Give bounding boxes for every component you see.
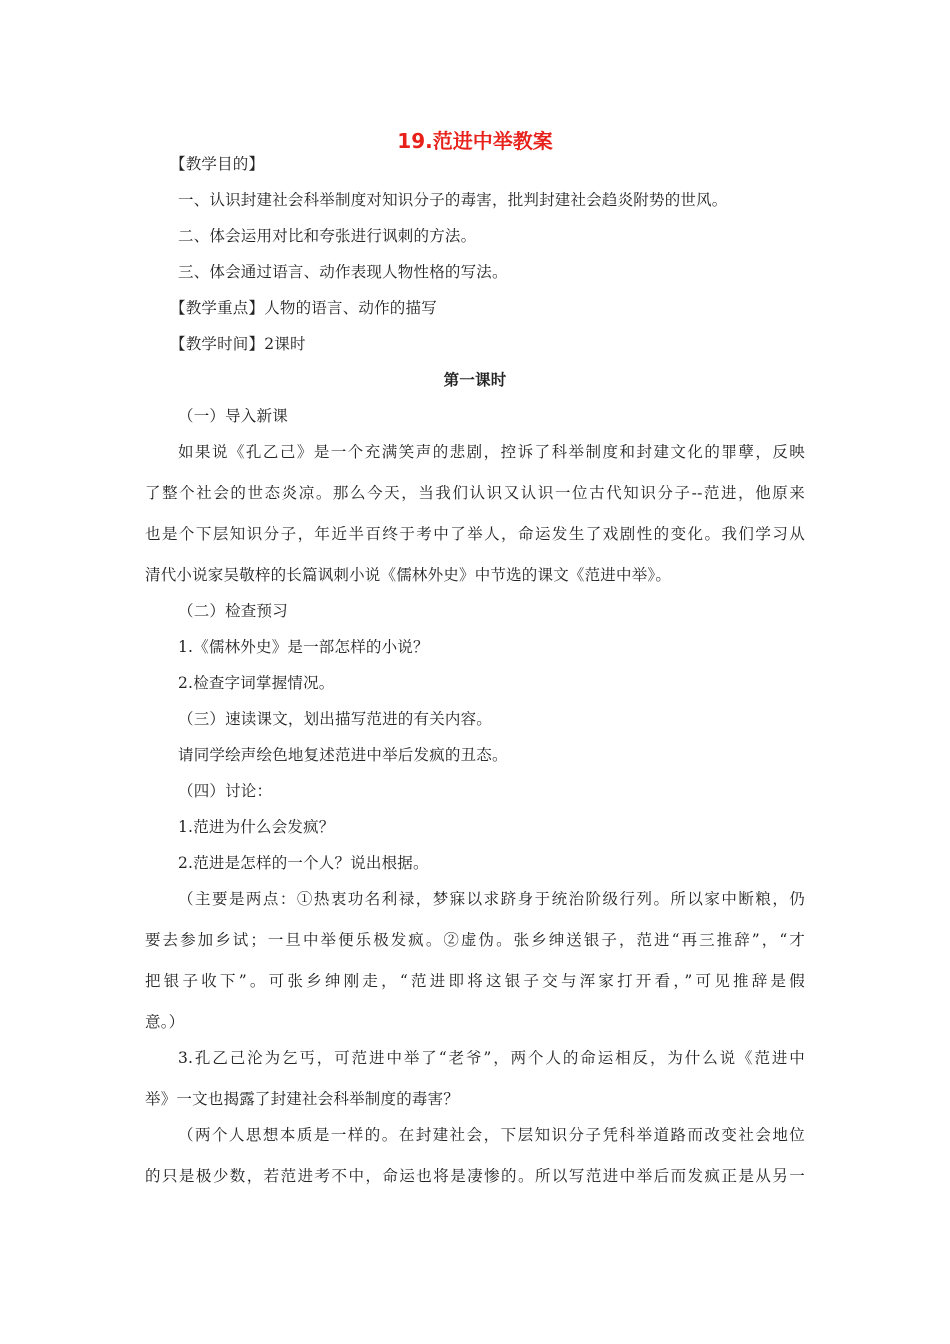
question-line: 1.范进为什么会发疯？ xyxy=(178,818,335,836)
answer-line: 意。） xyxy=(145,1013,185,1031)
paragraph-line: 请同学绘声绘色地复述范进中举后发疯的丑态。 xyxy=(178,746,508,764)
document-title: 19.范进中举教案 xyxy=(397,129,553,153)
question-line: 2.检查字词掌握情况。 xyxy=(178,674,335,692)
question-line: 1.《儒林外史》是一部怎样的小说？ xyxy=(178,638,429,656)
question-line: 3.孔乙己沦为乞丐，可范进中举了“老爷”，两个人的命运相反，为什么说《范进中 xyxy=(178,1049,805,1067)
lesson-heading: 第一课时 xyxy=(443,371,507,389)
step-heading: （四）讨论： xyxy=(178,782,273,800)
step-heading: （三）速读课文，划出描写范进的有关内容。 xyxy=(178,710,493,728)
paragraph-line: 了整个社会的世态炎凉。那么今天，当我们认识又认识一位古代知识分子--范进，他原来 xyxy=(145,484,805,502)
paragraph-line: 也是个下层知识分子，年近半百终于考中了举人，命运发生了戏剧性的变化。我们学习从 xyxy=(145,525,805,543)
section-heading-time: 【教学时间】2课时 xyxy=(170,335,306,353)
answer-line: 把银子收下”。可张乡绅刚走，“范进即将这银子交与浑家打开看，”可见推辞是假 xyxy=(145,972,805,990)
objective-line: 二、体会运用对比和夸张进行讽刺的方法。 xyxy=(178,227,477,245)
objective-line: 三、体会通过语言、动作表现人物性格的写法。 xyxy=(178,263,508,281)
answer-line: 的只是极少数，若范进考不中，命运也将是凄惨的。所以写范进中举后而发疯正是从另一 xyxy=(145,1167,805,1185)
answer-line: 要去参加乡试；一旦中举便乐极发疯。②虚伪。张乡绅送银子，范进“再三推辞”，“才 xyxy=(145,931,805,949)
paragraph-line: 清代小说家吴敬梓的长篇讽刺小说《儒林外史》中节选的课文《范进中举》。 xyxy=(145,566,672,584)
section-heading-objectives: 【教学目的】 xyxy=(170,155,265,173)
question-line: 2.范进是怎样的一个人？说出根据。 xyxy=(178,854,429,872)
question-line: 举》一文也揭露了封建社会科举制度的毒害？ xyxy=(145,1090,460,1108)
objective-line: 一、认识封建社会科举制度对知识分子的毒害，批判封建社会趋炎附势的世风。 xyxy=(178,191,728,209)
section-heading-focus: 【教学重点】人物的语言、动作的描写 xyxy=(170,299,437,317)
answer-line: （主要是两点：①热衷功名利禄，梦寐以求跻身于统治阶级行列。所以家中断粮，仍 xyxy=(178,890,805,908)
paragraph-line: 如果说《孔乙己》是一个充满笑声的悲剧，控诉了科举制度和封建文化的罪孽，反映 xyxy=(178,443,805,461)
step-heading: （一）导入新课 xyxy=(178,407,288,425)
answer-line: （两个人思想本质是一样的。在封建社会，下层知识分子凭科举道路而改变社会地位 xyxy=(178,1126,805,1144)
step-heading: （二）检查预习 xyxy=(178,602,288,620)
